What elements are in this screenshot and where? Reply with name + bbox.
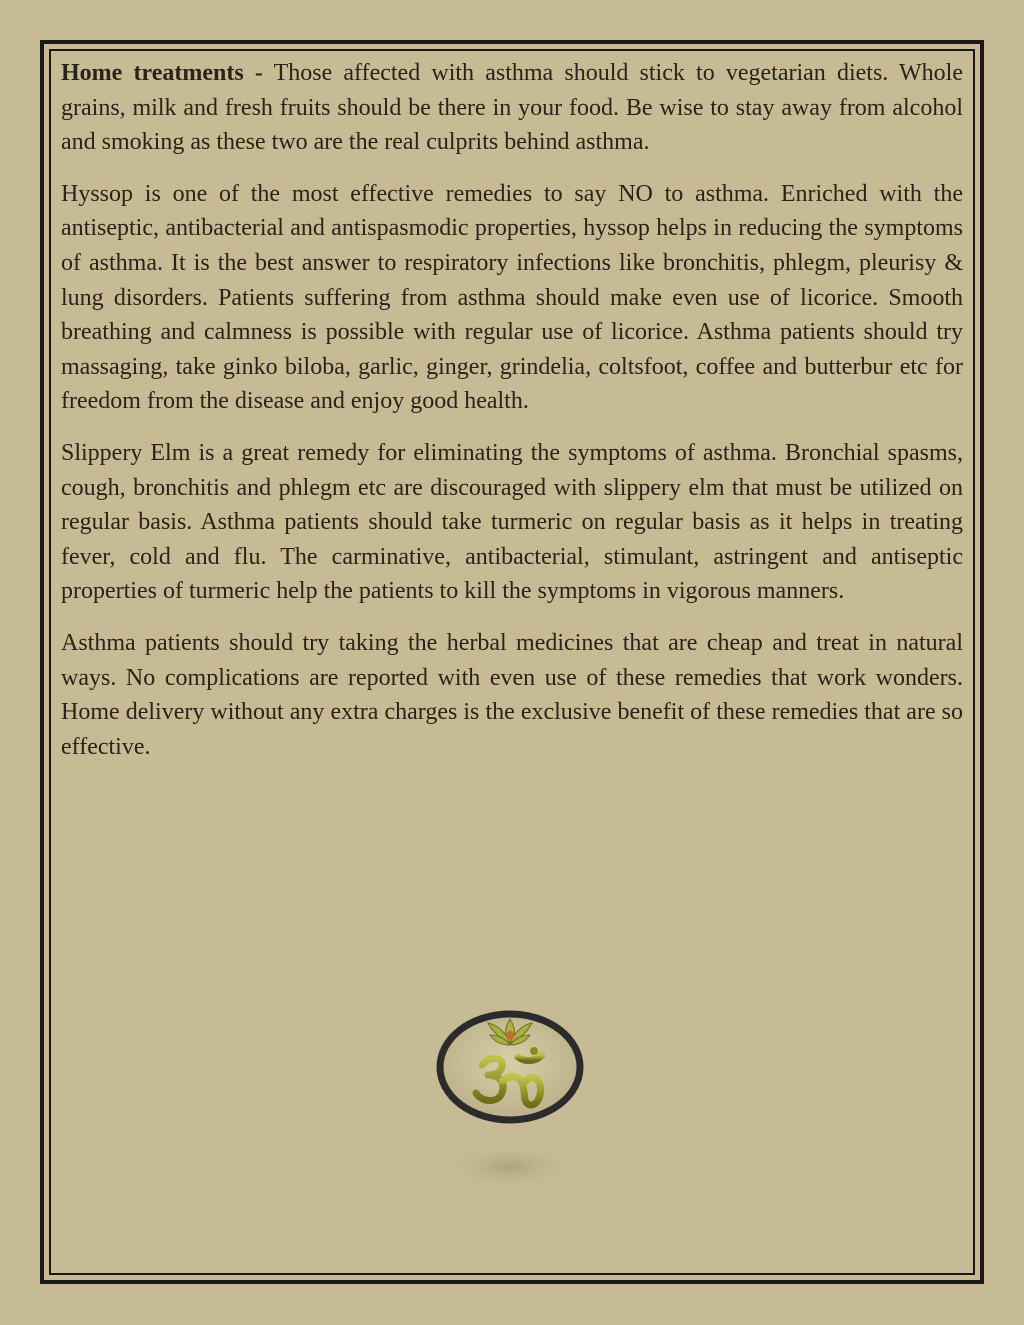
om-lotus-icon <box>432 1005 592 1205</box>
om-logo <box>432 1005 592 1205</box>
paragraph-hyssop: Hyssop is one of the most effective remedies to say NO to asthma. Enriched with the antiseptic, antibacterial and antispasmodic properties, hyssop helps in reducing the symptoms of asthma. It is the best answer to respiratory infections like bronchitis, phlegm, pleurisy & lung disorders. Patients suffering from asthma should make even use of licorice. Smooth breathing and calmness is possible with regular use of licorice. Asthma patients should try massaging, take ginko biloba, garlic, ginger, grindelia, coltsfoot, coffee and butterbur etc for freedom from the disease and enjoy good health. <box>61 180 963 415</box>
paragraph-home-treatments <box>61 56 963 160</box>
document-body <box>61 56 963 781</box>
lotus-center <box>506 1031 514 1039</box>
logo-shadow <box>440 1143 580 1191</box>
paragraph-herbal-medicines: Asthma patients should try taking the herbal medicines that are cheap and treat in natural ways. No complications are reported with even use of these remedies that work wonders. Home delivery without any extra charges is the exclusive benefit of these remedies that are so effective. <box>61 629 963 760</box>
om-dot <box>530 1047 538 1055</box>
paragraph-text: Those affected with asthma should stick to vegetarian diets. Whole grains, milk and fresh fruits should be there in your food. Be wise to stay away from alcohol and smoking as these two are the real culprits behind asthma. <box>61 60 963 156</box>
paragraph-lead: Home treatments - <box>61 60 263 86</box>
paragraph-slippery-elm: Slippery Elm is a great remedy for eliminating the symptoms of asthma. Bronchial spasms, cough, bronchitis and phlegm etc are discouraged with slippery elm that must be utilized on regular basis. Asthma patients should take turmeric on regular basis as it helps in treating fever, cold and flu. The carminative, antibacterial, stimulant, astringent and antiseptic properties of turmeric help the patients to kill the symptoms in vigorous manners. <box>61 439 963 605</box>
